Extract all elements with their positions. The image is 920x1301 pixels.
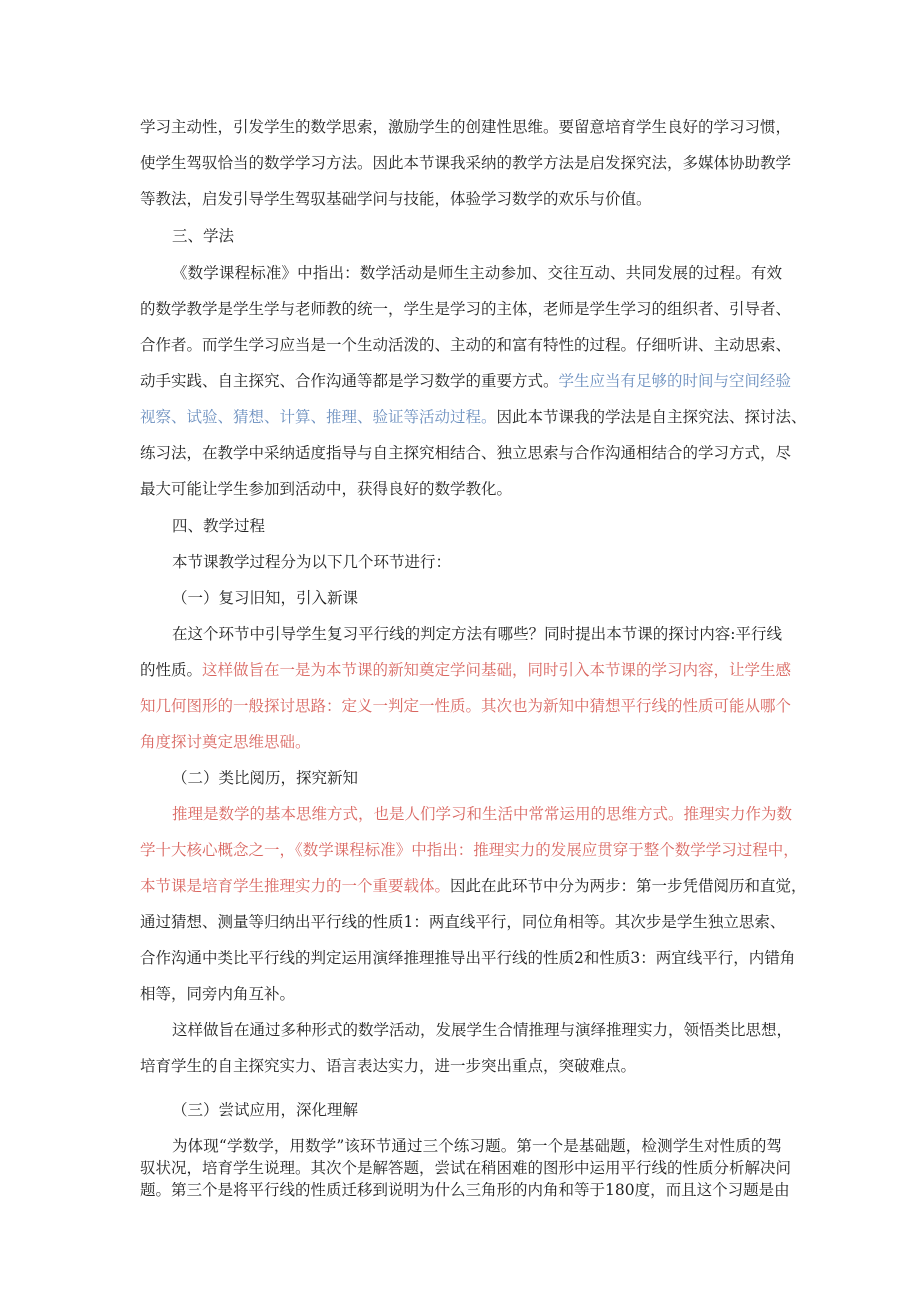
para2-line7: 最大可能让学生参加到活动中，获得良好的数学教化。	[140, 480, 513, 498]
para2-line2: 的数学教学是学生学与老师教的统一，学生是学习的主体，老师是学生学习的组织者、引导者、	[140, 300, 792, 318]
para2-line4-text: 动手实践、自主探究、合作沟通等都是学习数学的重要方式。	[140, 372, 559, 390]
part2-line6: 相等，同旁内角互补。	[140, 985, 296, 1003]
para2-line5-highlight: 视察、试验、猜想、计算、推理、验证等活动过程。	[140, 408, 497, 426]
part1-heading: （一）复习旧知，引入新课	[172, 589, 359, 607]
para2-line4	[140, 371, 792, 391]
part2-line3	[140, 876, 807, 896]
para2-line6: 练习法，在教学中采纳适度指导与自主探究相结合、独立思索与合作沟通相结合的学习方式，尽	[140, 444, 792, 462]
para2-line5	[140, 407, 807, 427]
part3-line1: 为体现“学数学，用数学”该环节通过三个练习题。第一个是基础题，检测学生对性质的驾	[172, 1137, 782, 1155]
para2-line5-text: 因此本节课我的学法是自主探究法、探讨法、	[496, 408, 807, 426]
part2-line5: 合作沟通中类比平行线的判定运用演绎推理推导出平行线的性质2和性质3：两宜线平行，内错角	[140, 949, 796, 967]
part1-line3: 知几何图形的一般探讨思路：定义一判定一性质。其次也为新知中猜想平行线的性质可能从哪个	[140, 697, 792, 715]
section-heading-teaching-process: 四、教学过程	[172, 517, 266, 535]
part2-summary-line2: 培育学生的自主探究实力、语言表达实力，进一步突出重点，突破难点。	[140, 1057, 637, 1075]
part2-line4: 通过猜想、测量等归纳出平行线的性质1：两直线平行，同位角相等。其次步是学生独立思索、	[140, 913, 786, 931]
para2-line3: 合作者。而学生学习应当是一个生动活泼的、主动的和富有特性的过程。仔细听讲、主动思索、	[140, 336, 792, 354]
part1-line4: 角度探讨奠定思维思础。	[140, 733, 311, 751]
part2-line3-text: 因此在此环节中分为两步：第一步凭借阅历和直觉，	[450, 877, 807, 895]
part2-summary-line1: 这样做旨在通过多种形式的数学活动，发展学生合情推理与演绎推理实力，领悟类比思想，	[172, 1021, 793, 1039]
part1-line2-highlight: 这样做旨在一是为本节课的新知奠定学问基础，同时引入本节课的学习内容，让学生感	[202, 661, 792, 679]
section-heading-study-method: 三、学法	[172, 227, 235, 245]
part3-heading: （三）尝试应用，深化理解	[172, 1101, 359, 1119]
part2-line2: 学十大核心概念之一，《数学课程标准》中指出：推理实力的发展应贯穿于整个数学学习过程中，	[140, 841, 799, 859]
para1-line1: 学习主动性，引发学生的数学思索，激励学生的创建性思维。要留意培育学生良好的学习习惯，	[140, 118, 792, 136]
part1-line1: 在这个环节中引导学生复习平行线的判定方法有哪些？同时提出本节课的探讨内容:平行线	[172, 625, 782, 643]
part1-line2-text: 的性质。	[140, 661, 203, 679]
teaching-process-intro: 本节课教学过程分为以下几个环节进行：	[172, 553, 452, 571]
part2-line1: 推理是数学的基本思维方式，也是人们学习和生活中常常运用的思维方式。推理实力作为数	[172, 805, 793, 823]
part2-heading: （二）类比阅历，探究新知	[172, 769, 359, 787]
para2-line4-highlight: 学生应当有足够的时间与空间经验	[558, 372, 792, 390]
part3-line3: 题。第三个是将平行线的性质迁移到说明为什么三角形的内角和等于180度，而且这个习题是由	[140, 1181, 790, 1199]
part2-line3-highlight: 本节课是培育学生推理实力的一个重要载体。	[140, 877, 451, 895]
part1-line2	[140, 660, 792, 680]
para2-line1: 《数学课程标准》中指出：数学活动是师生主动参加、交往互动、共同发展的过程。有效	[172, 264, 782, 282]
para1-line2: 使学生驾驭恰当的数学学习方法。因此本节课我采纳的教学方法是启发探究法，多媒体协助教学	[140, 154, 792, 172]
para1-line3: 等教法，启发引导学生驾驭基础学问与技能，体验学习数学的欢乐与价值。	[140, 190, 652, 208]
part3-line2: 驭状况，培育学生说理。其次个是解答题，尝试在稍困难的图形中运用平行线的性质分析解决问	[140, 1159, 792, 1177]
